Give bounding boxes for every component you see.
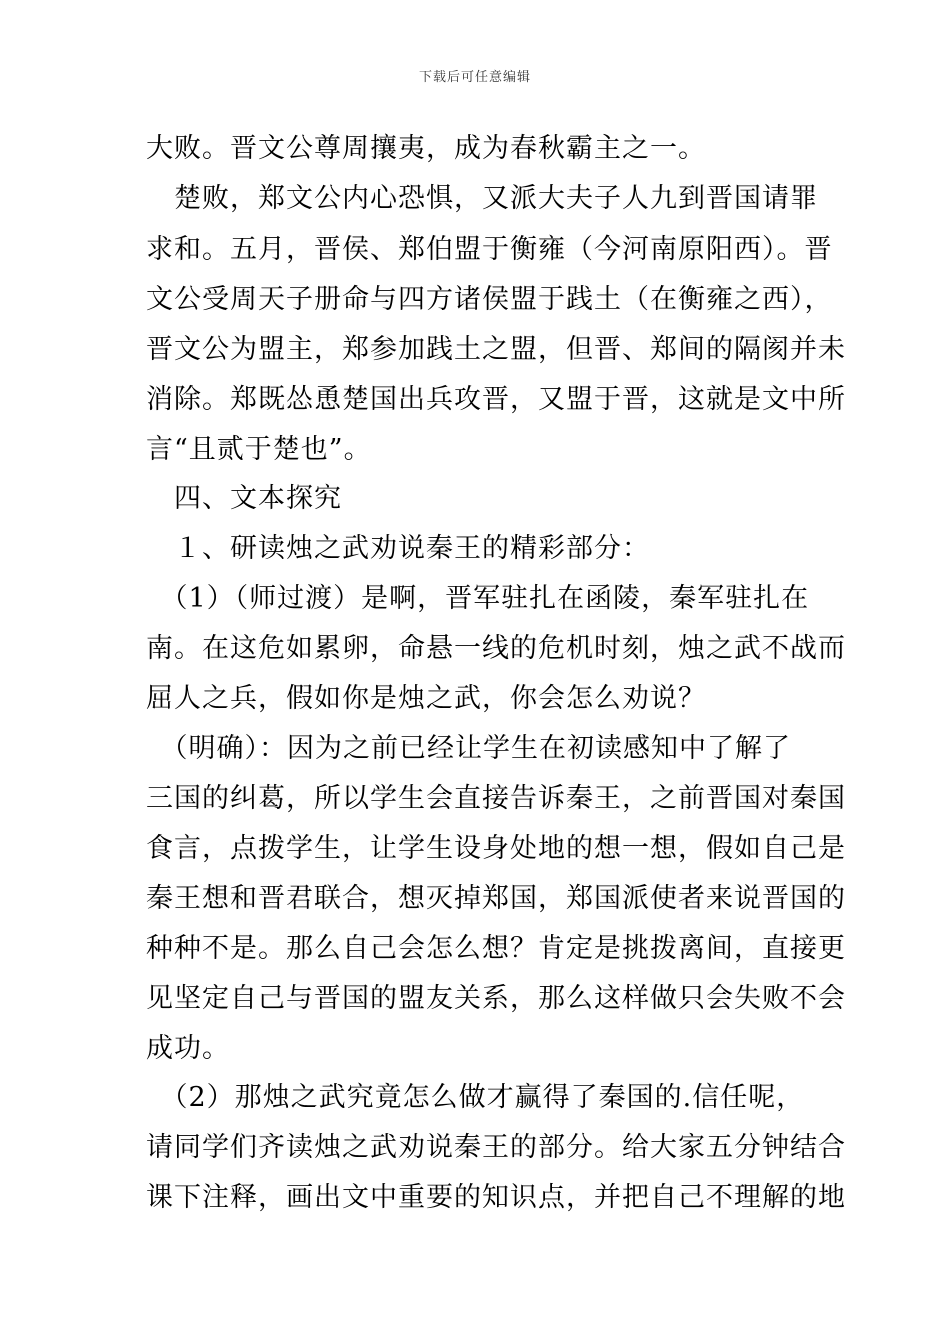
subsection-heading: １、研读烛之武劝说秦王的精彩部分： [146, 533, 650, 564]
text-line: （1）（师过渡）是啊，晋军驻扎在函陵，秦军驻扎在 [146, 583, 810, 614]
text-line: （2）那烛之武究竟怎么做才赢得了秦国的.信任呢， [146, 1082, 805, 1113]
text-line: 文公受周天子册命与四方诸侯盟于践土（在衡雍之西）， [146, 284, 833, 315]
text-line: 大败。晋文公尊周攘夷，成为春秋霸主之一。 [146, 133, 706, 164]
text-line: 南。在这危如累卵，命悬一线的危机时刻，烛之武不战而 [146, 633, 846, 664]
text-line: 楚败，郑文公内心恐惧，又派大夫子人九到晋国请罪 [146, 183, 818, 214]
text-line: 种种不是。那么自己会怎么想？肯定是挑拨离间，直接更 [146, 933, 846, 964]
text-line: 食言，点拨学生，让学生设身处地的想一想，假如自己是 [146, 833, 846, 864]
text-line: 言“且贰于楚也”。 [146, 434, 372, 465]
section-heading: 四、文本探究 [146, 483, 342, 514]
text-line: 求和。五月，晋侯、郑伯盟于衡雍（今河南原阳西）。晋 [146, 234, 833, 265]
text-line: 请同学们齐读烛之武劝说秦王的部分。给大家五分钟结合 [146, 1132, 846, 1163]
text-line: 秦王想和晋君联合，想灭掉郑国，郑国派使者来说晋国的 [146, 883, 846, 914]
text-line: 三国的纠葛，所以学生会直接告诉秦王，之前晋国对秦国 [146, 783, 846, 814]
text-line: （明确）：因为之前已经让学生在初读感知中了解了 [146, 733, 791, 764]
page-header: 下载后可任意编辑 [418, 70, 531, 85]
text-line: 消除。郑既怂恿楚国出兵攻晋，又盟于晋，这就是文中所 [146, 384, 846, 415]
text-line: 见坚定自己与晋国的盟友关系，那么这样做只会失败不会 [146, 983, 846, 1014]
text-line: 晋文公为盟主，郑参加践土之盟，但晋、郑间的隔阂并未 [146, 334, 846, 365]
text-line: 屈人之兵，假如你是烛之武，你会怎么劝说？ [146, 683, 706, 714]
text-line: 成功。 [146, 1033, 230, 1064]
text-line: 课下注释，画出文中重要的知识点，并把自己不理解的地 [146, 1182, 846, 1213]
